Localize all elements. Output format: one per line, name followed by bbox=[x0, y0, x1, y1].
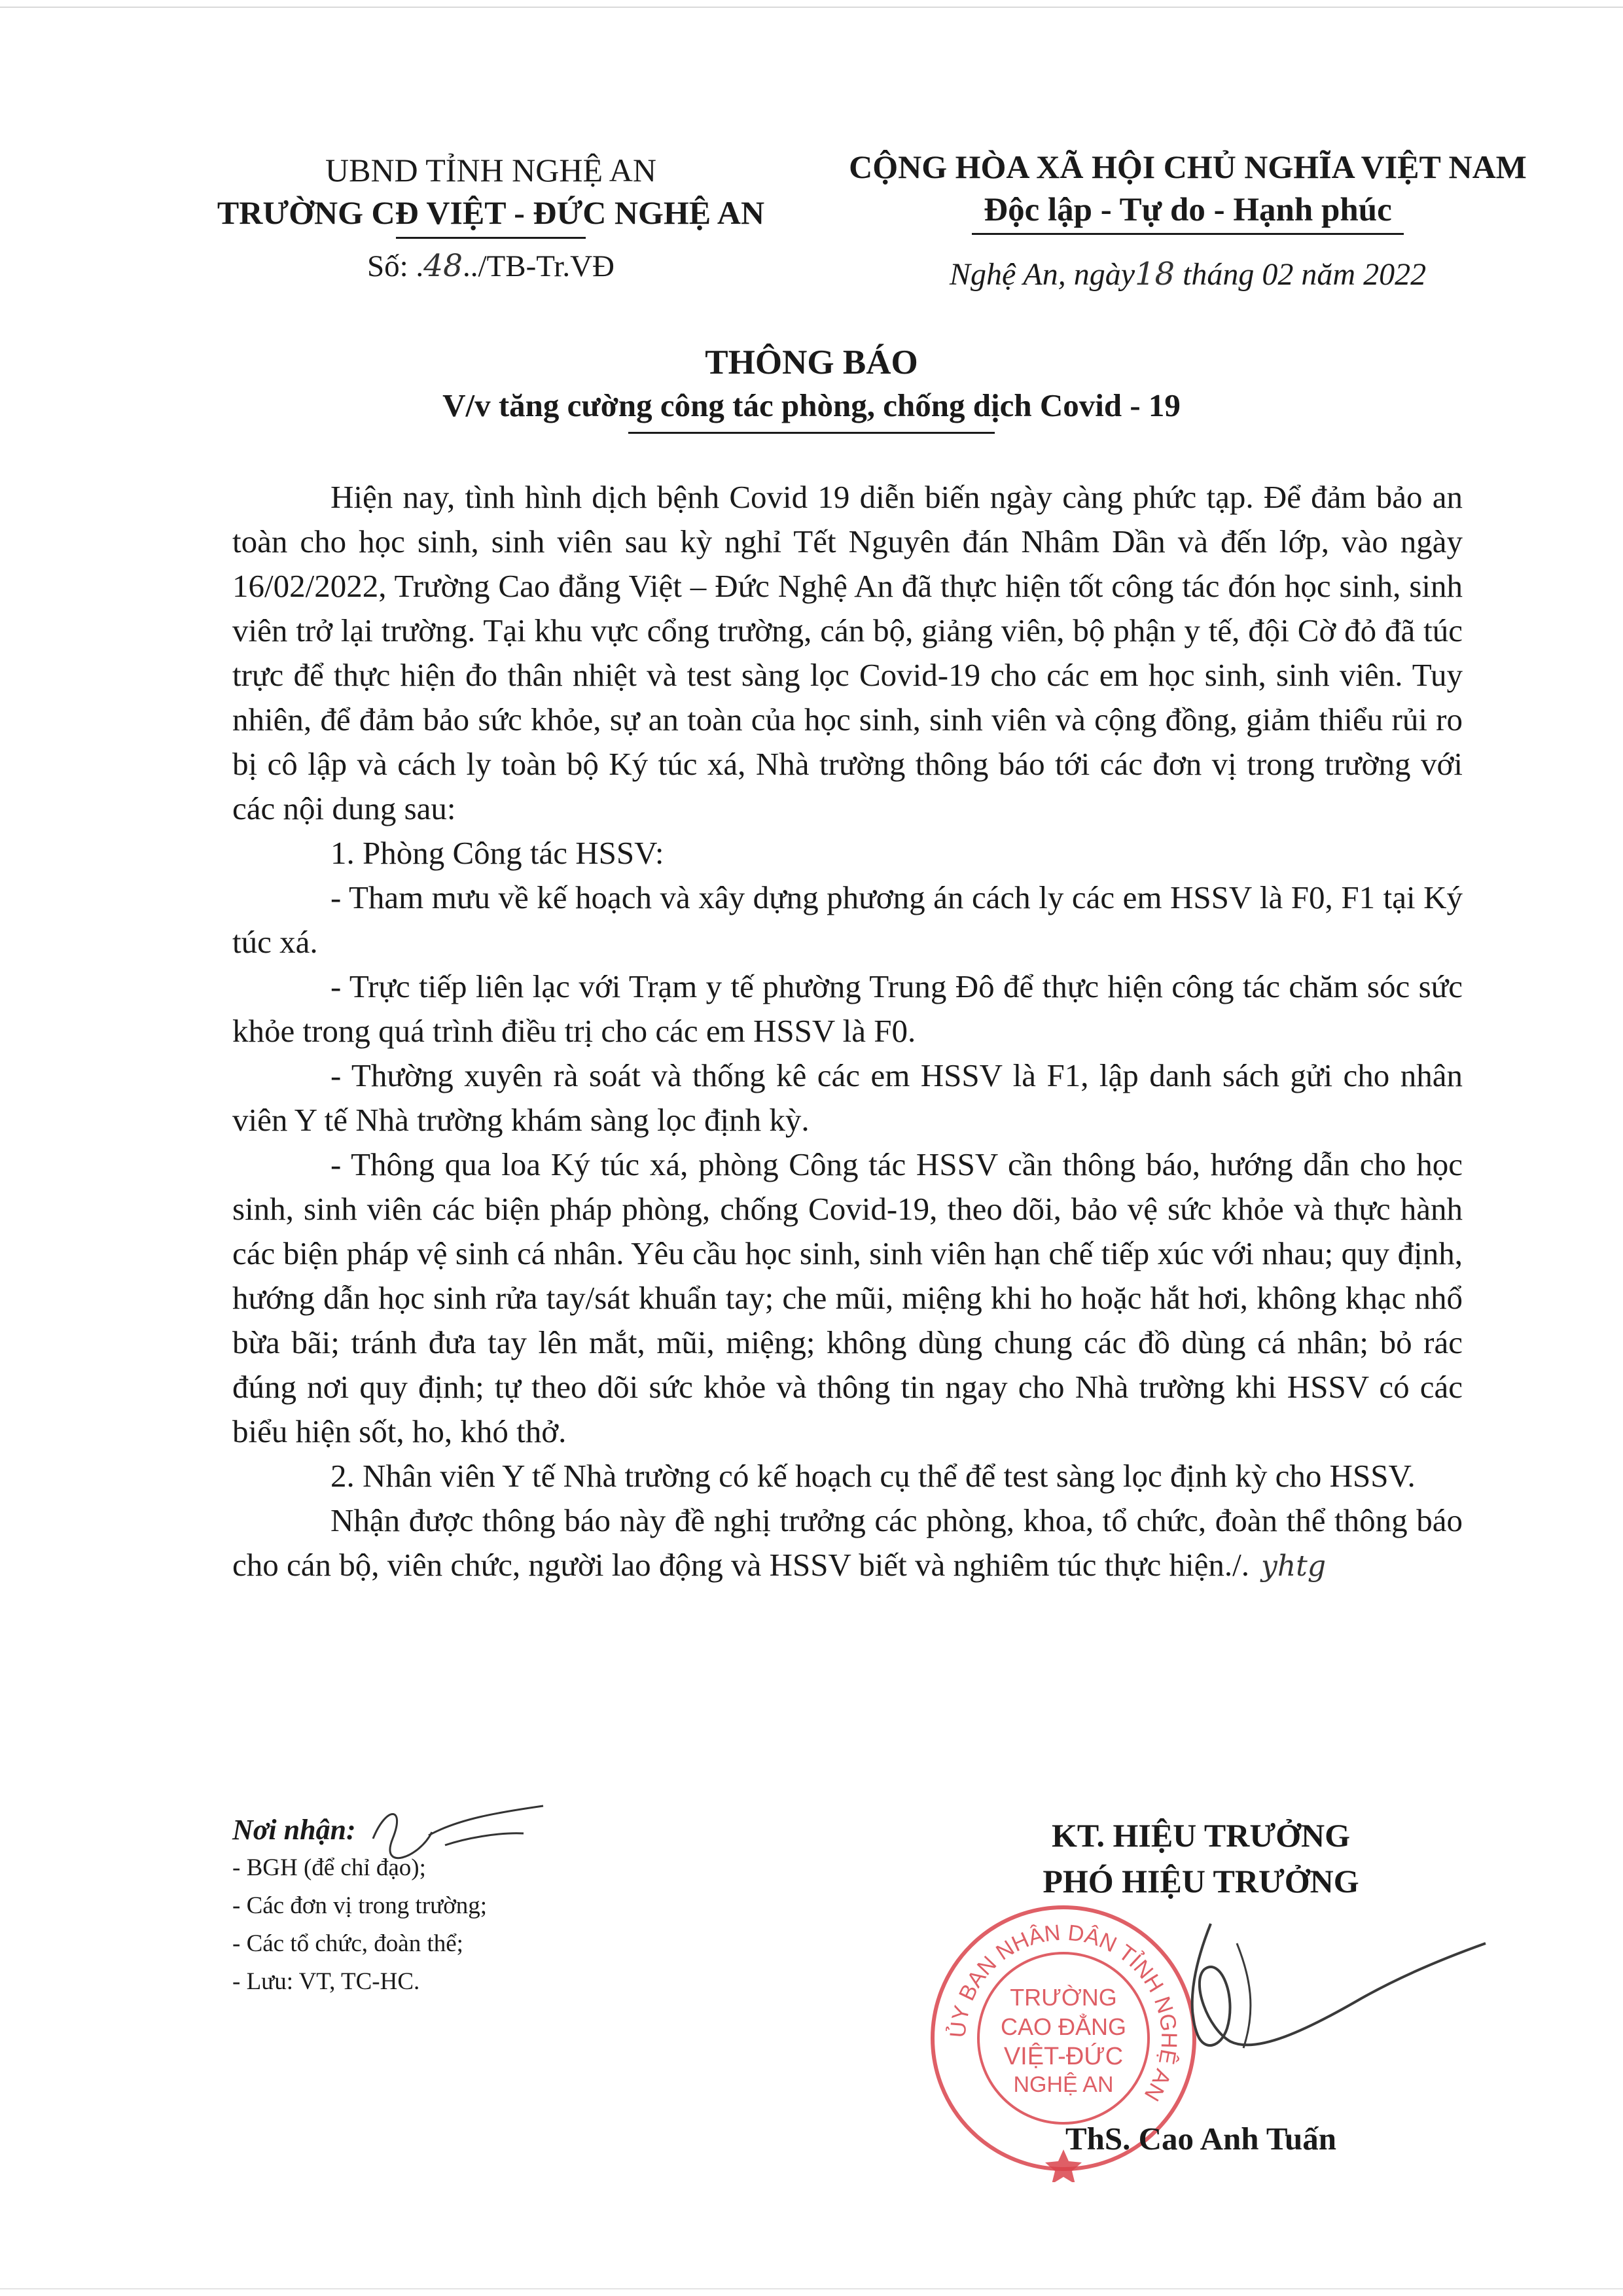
subject-underline bbox=[628, 432, 995, 434]
recipients-title: Nơi nhận: bbox=[232, 1814, 356, 1846]
seal-line-1: TRƯỜNG bbox=[1010, 1984, 1117, 2011]
document-number bbox=[164, 247, 818, 286]
document-subject: V/v tăng cường công tác phòng, chống dịch Covid - 19 bbox=[442, 387, 1181, 423]
section-1-title: 1. Phòng Công tác HSSV: bbox=[330, 835, 664, 871]
section-1-item-1: - Tham mưu về kế hoạch và xây dựng phương án cách ly các em HSSV là F0, F1 tại Ký túc xá. bbox=[232, 879, 1463, 960]
document-title: THÔNG BÁO bbox=[705, 344, 918, 381]
document-number-handwritten: 48 bbox=[423, 248, 463, 284]
signer-block bbox=[929, 1812, 1472, 1904]
closing-paragraph bbox=[232, 1498, 1463, 1589]
signer-role-primary: KT. HIỆU TRƯỞNG bbox=[1051, 1817, 1351, 1854]
handwritten-signature bbox=[1158, 1898, 1499, 2094]
scan-edge-top bbox=[0, 7, 1623, 8]
intro-paragraph: Hiện nay, tình hình dịch bệnh Covid 19 diễn biến ngày càng phức tạp. Để đảm bảo an toàn cho học sinh, sinh viên sau kỳ nghỉ Tết Nguyên đán Nhâm Dần và đến lớp, vào ngày 16/02/2022, Trường Cao đẳng Việt – Đức Nghệ An đã thực hiện tốt công tác đón học sinh, sinh viên trở lại trường. Tại khu vực cổng trường, cán bộ, giảng viên, bộ phận y tế, đội Cờ đỏ đã túc trực để thực hiện đo thân nhiệt và test sàng lọc Covid-19 cho các em học sinh, sinh viên. Tuy nhiên, để đảm bảo sức khỏe, sự an toàn của học sinh, sinh viên và cộng đồng, giảm thiểu rủi ro bị cô lập và cách ly toàn bộ Ký túc xá, Nhà trường thông báo tới các đơn vị trong trường với các nội dung sau: bbox=[232, 479, 1463, 826]
closing-text: Nhận được thông báo này đề nghị trưởng các phòng, khoa, tổ chức, đoàn thể thông báo cho cán bộ, viên chức, người lao động và HSSV biết và nghiêm túc thực hiện./. bbox=[232, 1502, 1463, 1583]
national-header bbox=[805, 145, 1571, 294]
organization-underline bbox=[396, 237, 586, 239]
recipient-item: - Các đơn vị trong trường; bbox=[232, 1892, 488, 1919]
section-2: 2. Nhân viên Y tế Nhà trường có kế hoạch cụ thể để test sàng lọc định kỳ cho HSSV. bbox=[330, 1458, 1416, 1494]
signer-name: ThS. Cao Anh Tuấn bbox=[1065, 2121, 1337, 2157]
recipient-item: - BGH (để chỉ đạo); bbox=[232, 1854, 426, 1881]
closing-initials: yhtg bbox=[1260, 1549, 1327, 1583]
superior-organization: UBND TỈNH NGHỆ AN bbox=[325, 152, 656, 188]
document-title-block bbox=[0, 340, 1623, 434]
motto-underline bbox=[972, 233, 1404, 235]
national-motto: Độc lập - Tự do - Hạnh phúc bbox=[984, 192, 1392, 228]
document-body bbox=[232, 475, 1463, 1589]
signer-role-secondary: PHÓ HIỆU TRƯỞNG bbox=[1043, 1863, 1359, 1899]
organization-name: TRƯỜNG CĐ VIỆT - ĐỨC NGHỆ AN bbox=[217, 194, 765, 231]
issue-date bbox=[805, 255, 1571, 294]
seal-outer-text: ỦY BAN NHÂN DÂN TỈNH NGHỆ AN bbox=[945, 1920, 1182, 2106]
seal-line-2: CAO ĐẲNG bbox=[1000, 2013, 1127, 2040]
recipient-item: - Lưu: VT, TC-HC. bbox=[232, 1968, 420, 1995]
seal-line-3: VIỆT-ĐỨC bbox=[1003, 2043, 1124, 2070]
scan-edge-bottom bbox=[0, 2288, 1623, 2289]
recipient-initials-scribble bbox=[366, 1793, 550, 1871]
recipient-item: - Các tổ chức, đoàn thể; bbox=[232, 1930, 463, 1957]
section-1-item-3: - Thường xuyên rà soát và thống kê các em HSSV là F1, lập danh sách gửi cho nhân viên Y tế Nhà trường khám sàng lọc định kỳ. bbox=[232, 1057, 1463, 1138]
nation-title: CỘNG HÒA XÃ HỘI CHỦ NGHĨA VIỆT NAM bbox=[849, 149, 1527, 185]
document-number-suffix: ../TB-Tr.VĐ bbox=[462, 249, 615, 283]
date-suffix: tháng 02 năm 2022 bbox=[1175, 257, 1427, 292]
date-prefix: Nghệ An, ngày bbox=[949, 257, 1135, 292]
section-1-item-2: - Trực tiếp liên lạc với Trạm y tế phường Trung Đô để thực hiện công tác chăm sóc sức khỏe trong quá trình điều trị cho các em HSSV là F0. bbox=[232, 968, 1463, 1049]
seal-line-4: NGHỆ AN bbox=[1013, 2072, 1114, 2097]
section-1-item-4: - Thông qua loa Ký túc xá, phòng Công tác HSSV cần thông báo, hướng dẫn cho học sinh, sinh viên các biện pháp phòng, chống Covid-19, theo dõi, bảo vệ sức khỏe và thực hành các biện pháp vệ sinh cá nhân. Yêu cầu học sinh, sinh viên hạn chế tiếp xúc với nhau; quy định, hướng dẫn học sinh rửa tay/sát khuẩn tay; che mũi, miệng khi ho hoặc hắt hơi, không khạc nhổ bừa bãi; tránh đưa tay lên mắt, mũi, miệng; không dùng chung các đồ dùng cá nhân; bỏ rác đúng nơi quy định; tự theo dõi sức khỏe và thông tin ngay cho Nhà trường khi HSSV có các biểu hiện sốt, ho, khó thở. bbox=[232, 1146, 1463, 1449]
date-day-handwritten: 18 bbox=[1135, 256, 1175, 292]
issuing-organization bbox=[164, 149, 818, 286]
document-number-prefix: Số: . bbox=[366, 249, 424, 283]
